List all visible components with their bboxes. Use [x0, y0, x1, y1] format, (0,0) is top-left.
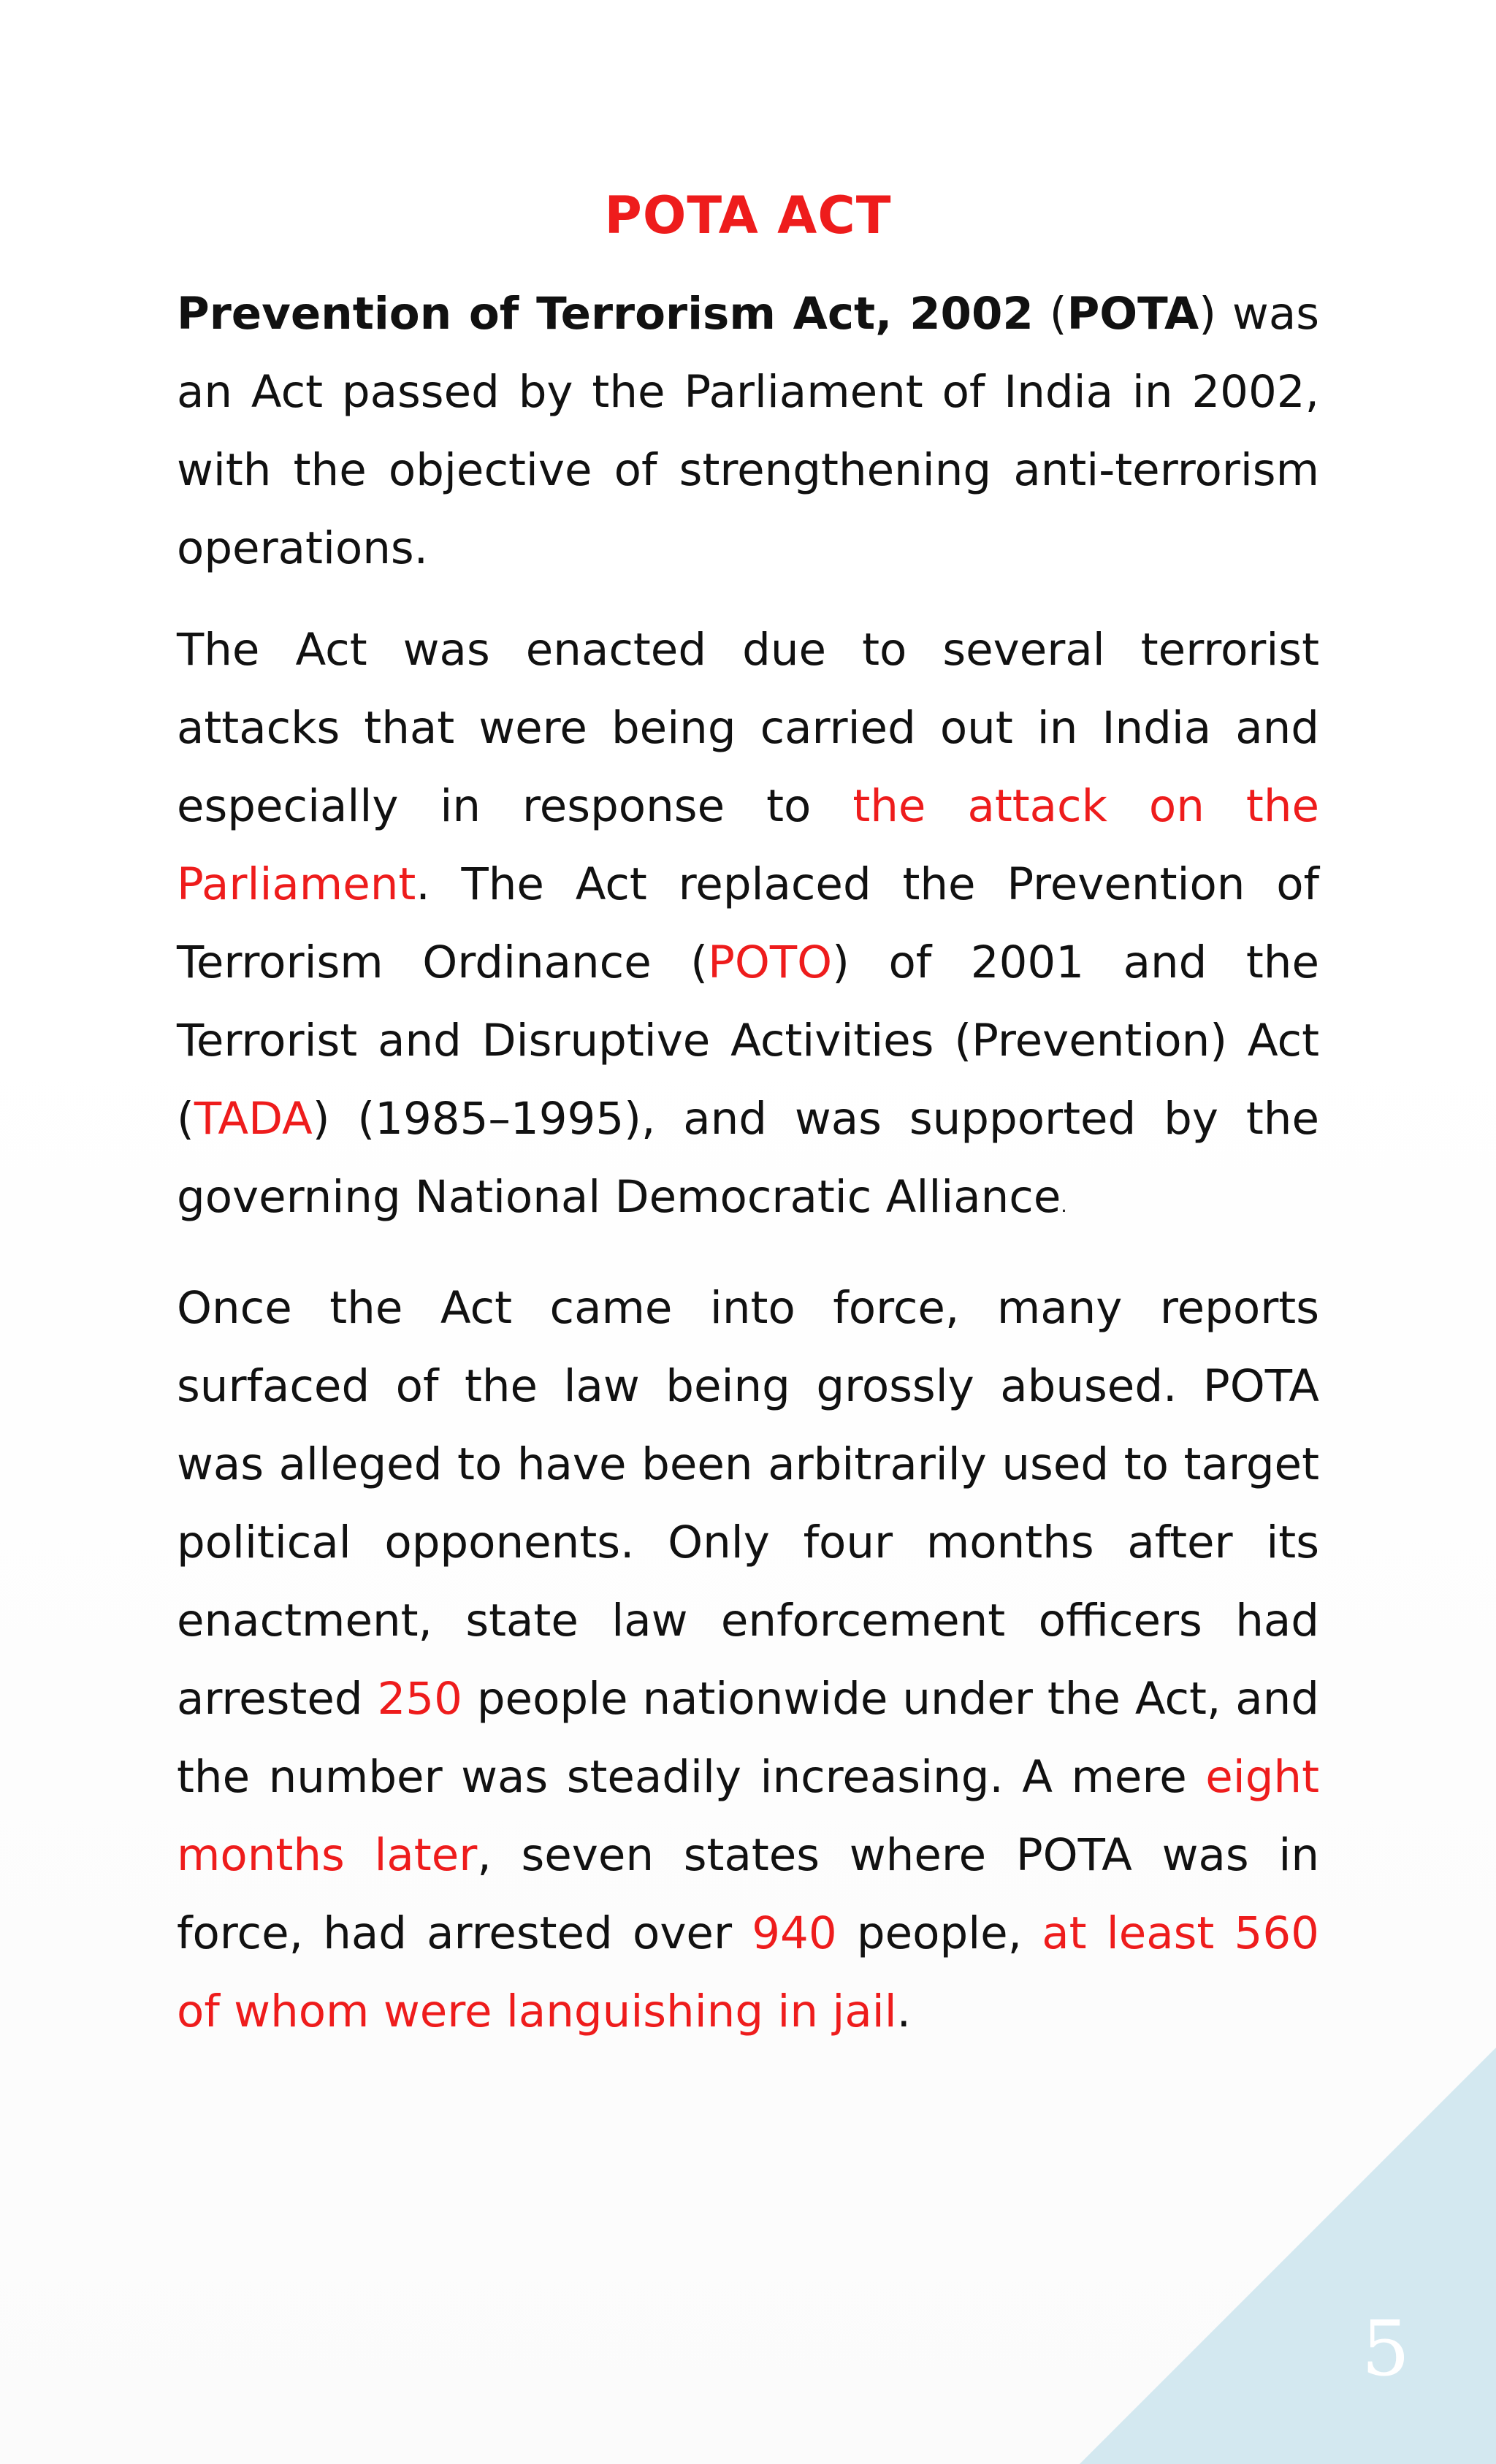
intro-open-paren: ( [1033, 288, 1067, 340]
paragraph-abuse [177, 1269, 1319, 2051]
abuse-text-5: . [896, 1986, 912, 2037]
page-corner-decoration [1080, 2048, 1496, 2464]
intro-text: ) was an Act passed by the Parliament of India in 2002, with the objective of strengthening anti-terrorism operations. [177, 288, 1319, 574]
enactment-text-2: . The Act replaced the Prevention of Terrorism Ordinance ( [177, 858, 1319, 988]
abuse-text-2: people nationwide under the Act, and the number was steadily increasing. A mere [177, 1673, 1319, 1803]
act-abbreviation: POTA [1066, 288, 1199, 340]
poto-link[interactable]: POTO [708, 937, 833, 988]
arrest-count-940: 940 [752, 1907, 837, 1959]
arrest-count-250: 250 [377, 1673, 462, 1725]
enactment-text-3: ) of 2001 and the Terrorist and Disruptive Activities (Prevention) Act ( [177, 937, 1319, 1145]
jailed-count-560: at least 560 of whom were languishing in jail [177, 1907, 1319, 2037]
enactment-text-1: The Act was enacted due to several terrorist attacks that were being carried out in India and especially in response to [177, 624, 1319, 832]
eight-months-later: eight months later [177, 1751, 1319, 1881]
abuse-text-4: people, [836, 1907, 1042, 1959]
page-number: 5 [1361, 2304, 1410, 2393]
abuse-text-3: , seven states where POTA was in force, had arrested over [177, 1829, 1319, 1959]
act-name: Prevention of Terrorism Act, 2002 [177, 288, 1034, 340]
page-title: POTA ACT [604, 186, 892, 245]
enactment-period: . [1061, 1195, 1067, 1217]
enactment-text-4: ) (1985–1995), and was supported by the governing National Democratic Alliance [177, 1093, 1319, 1223]
page-content [177, 175, 1319, 2074]
parliament-attack-link[interactable]: the attack on the Parliament [177, 780, 1320, 910]
tada-link[interactable]: TADA [194, 1093, 313, 1145]
abuse-text-1: Once the Act came into force, many reports surfaced of the law being grossly abused. POTA was alleged to have been arbitrarily used to target political opponents. Only four months after its enactment, state law enforcement officers had arrested [177, 1282, 1319, 1725]
paragraph-intro [177, 275, 1319, 587]
paragraph-enactment [177, 611, 1319, 1246]
